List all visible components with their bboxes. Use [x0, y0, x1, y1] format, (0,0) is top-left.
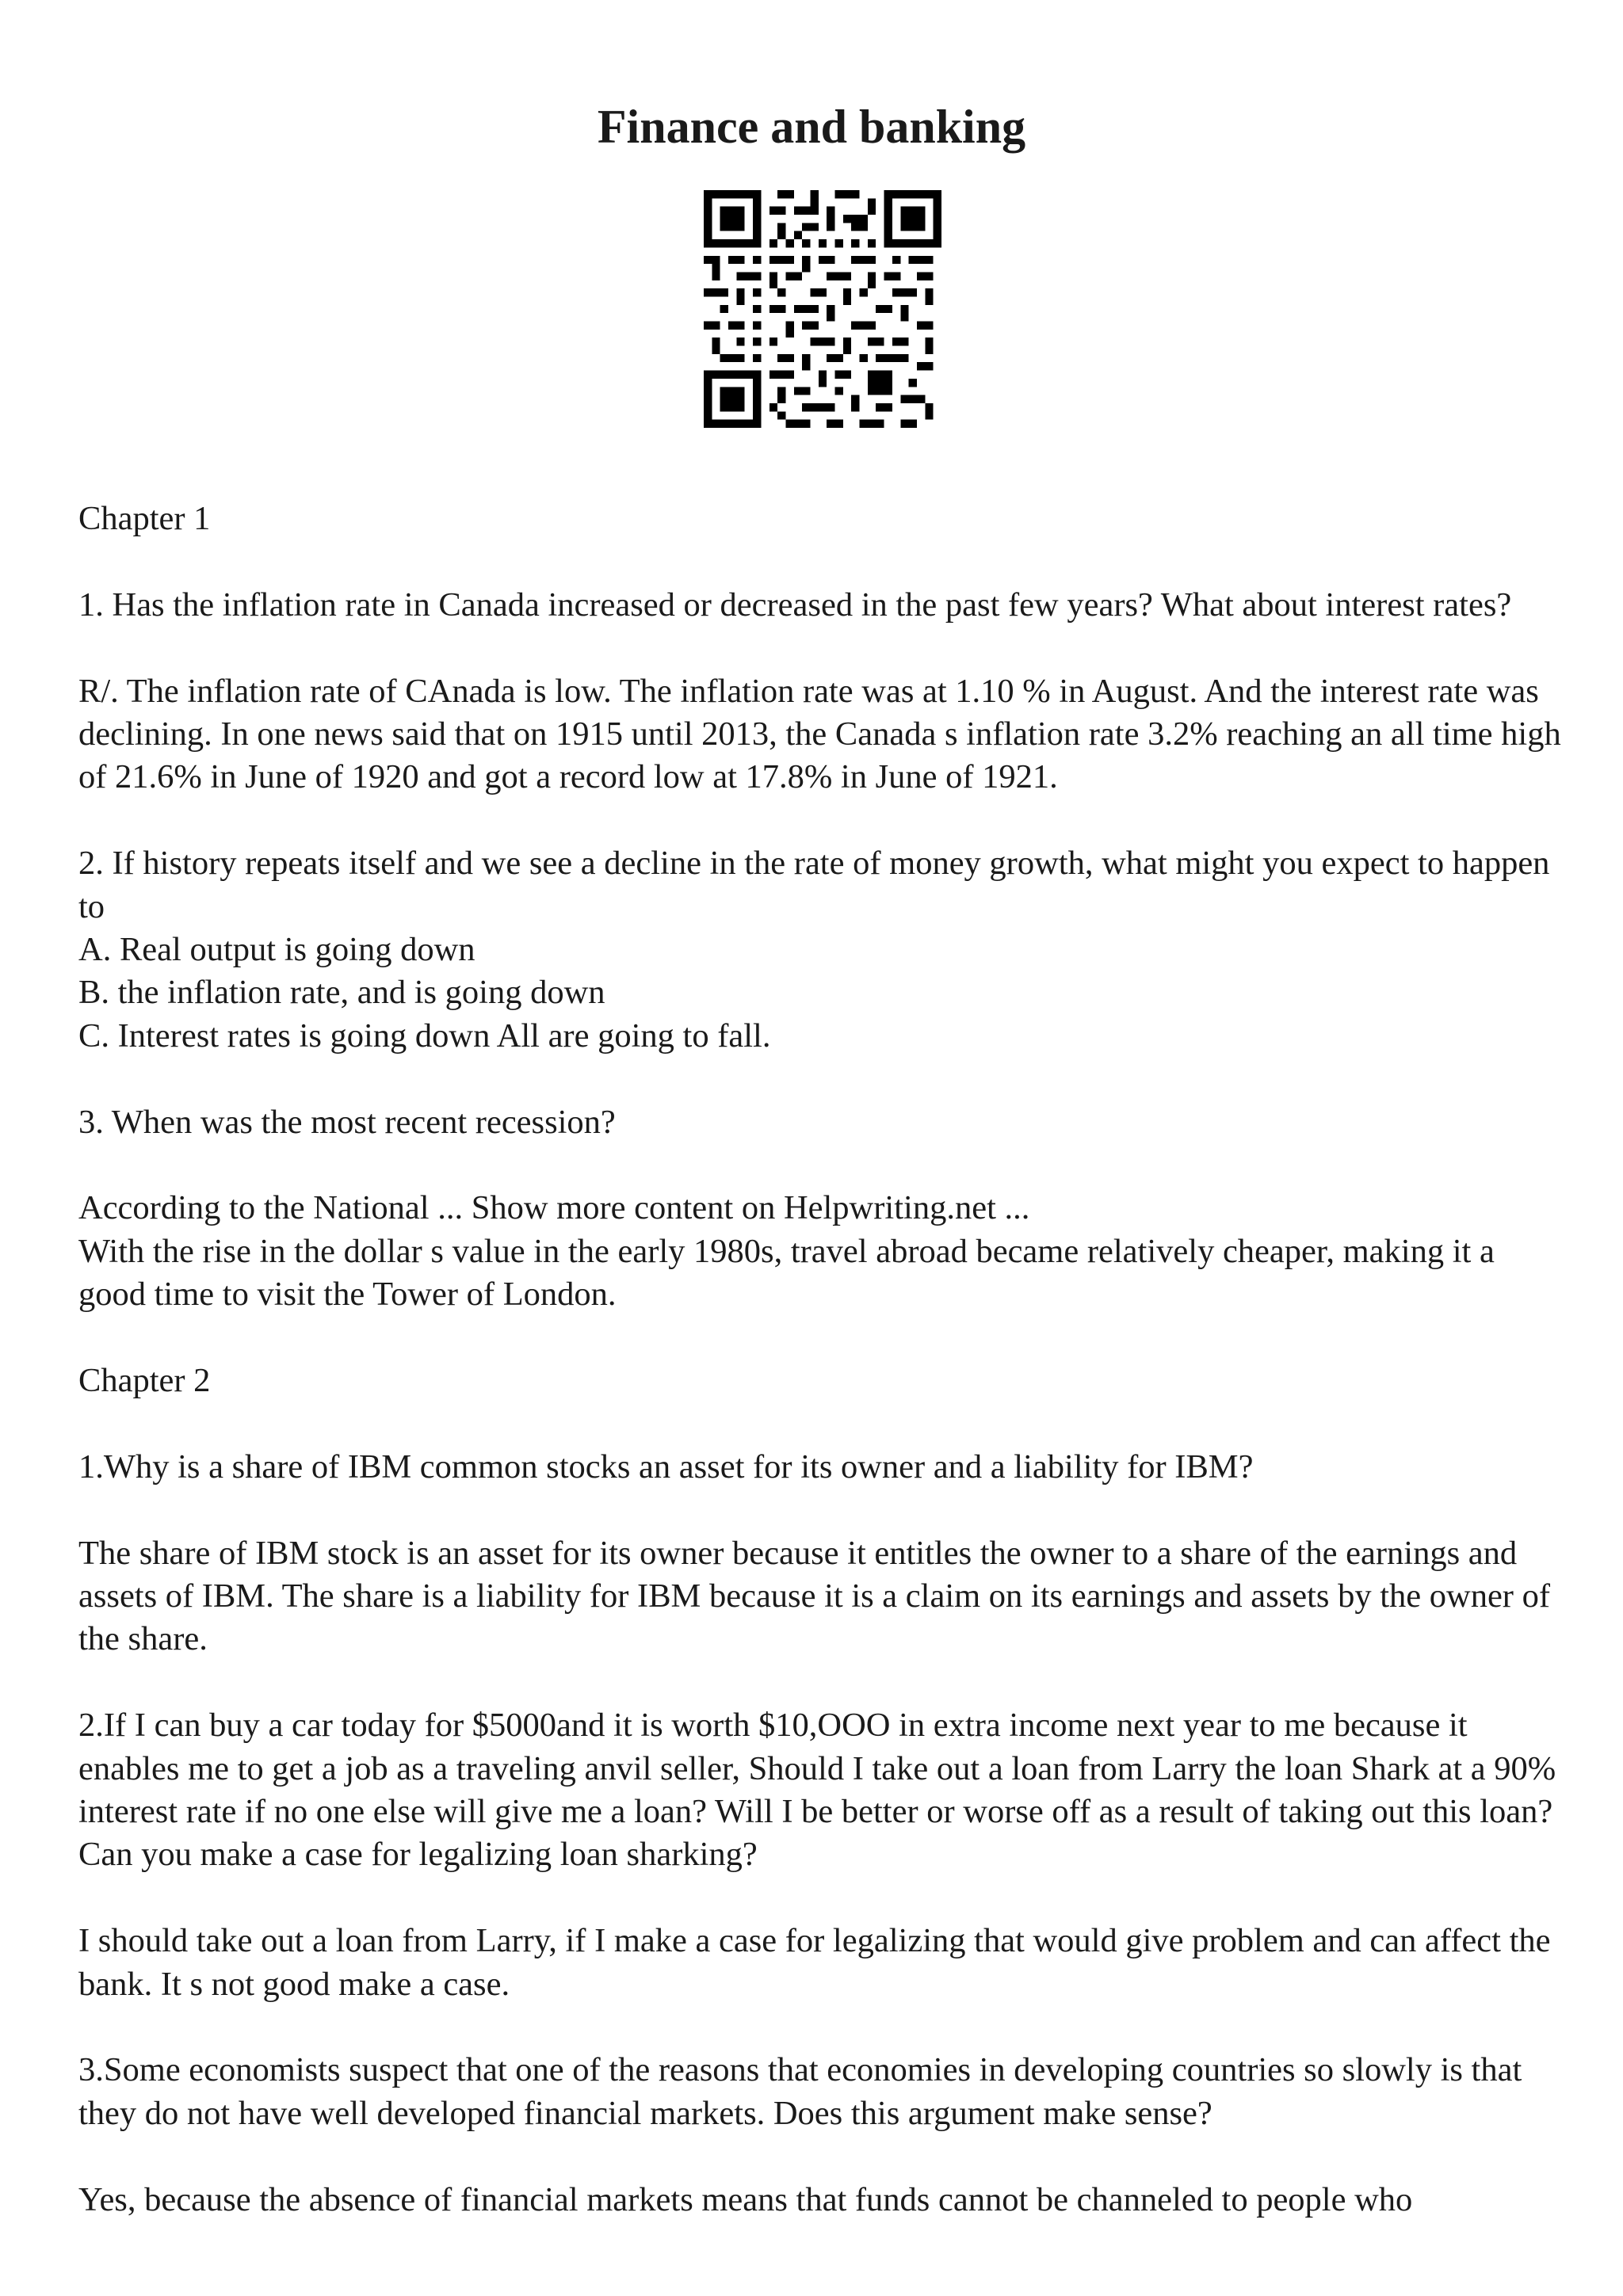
- chapter1-heading: Chapter 1: [78, 500, 211, 537]
- qr-code-icon: [704, 190, 941, 428]
- chapter2-question-2: 2.If I can buy a car today for $5000and it is worth $10,OOO in extra income next year to me because it enables me to get a job as a traveling anvil seller, Should I take out a loan from Larry the loan Shark at a 90% interest rate if no one else will give me a loan? Will I be better or worse off as a result of taking out this loan? Can you make a case for legalizing loan sharking?: [78, 1707, 1556, 1874]
- chapter1-question-2-text: 2. If history repeats itself and we see a decline in the rate of money growth, what might you expect to happen to: [78, 845, 1550, 925]
- chapter2-answer-2: I should take out a loan from Larry, if I make a case for legalizing that would give problem and can affect the bank. It s not good make a case.: [78, 1922, 1551, 2003]
- chapter1-answer-3-line2: With the rise in the dollar s value in the early 1980s, travel abroad became relatively cheaper, making it a good time to visit the Tower of London.: [78, 1232, 1495, 1314]
- chapter1-answer-3-line1: According to the National ... Show more content on Helpwriting.net ...: [78, 1189, 1030, 1227]
- chapter2-answer-1: The share of IBM stock is an asset for its owner because it entitles the owner to a share of the earnings and assets of IBM. The share is a liability for IBM because it is a claim on its earnings and assets by the owner of the share.: [78, 1534, 1550, 1658]
- chapter1-question-3: 3. When was the most recent recession?: [78, 1103, 616, 1141]
- chapter2-heading: Chapter 2: [78, 1362, 211, 1400]
- chapter1-question-2-option-c: C. Interest rates is going down All are going to fall.: [78, 1016, 771, 1055]
- document-title: Finance and banking: [597, 101, 1026, 153]
- chapter1-answer-1: R/. The inflation rate of CAnada is low. The inflation rate was at 1.10 % in August. And the interest rate was declining. In one news said that on 1915 until 2013, the Canada s inflation rate 3.2% reaching an all time high of 21.6% in June of 1920 and got a record low at 17.8% in June of 1921.: [78, 672, 1561, 796]
- chapter2-question-1: 1.Why is a share of IBM common stocks an asset for its owner and a liability for IBM?: [78, 1447, 1254, 1486]
- chapter1-question-2-option-b: B. the inflation rate, and is going down: [78, 974, 605, 1012]
- chapter2-answer-3: Yes, because the absence of financial markets means that funds cannot be channeled to people who: [78, 2180, 1413, 2218]
- chapter1-question-1: 1. Has the inflation rate in Canada increased or decreased in the past few years? What about interest rates?: [78, 585, 1512, 624]
- chapter1-question-2-option-a: A. Real output is going down: [78, 931, 475, 969]
- chapter1-answer-3: [78, 1187, 1568, 1316]
- chapter1-question-2: [78, 842, 1568, 1058]
- chapter2-question-3: 3.Some economists suspect that one of the reasons that economies in developing countries so slowly is that they do not have well developed financial markets. Does this argument make sense?: [78, 2051, 1522, 2132]
- document-body: [78, 498, 1568, 2222]
